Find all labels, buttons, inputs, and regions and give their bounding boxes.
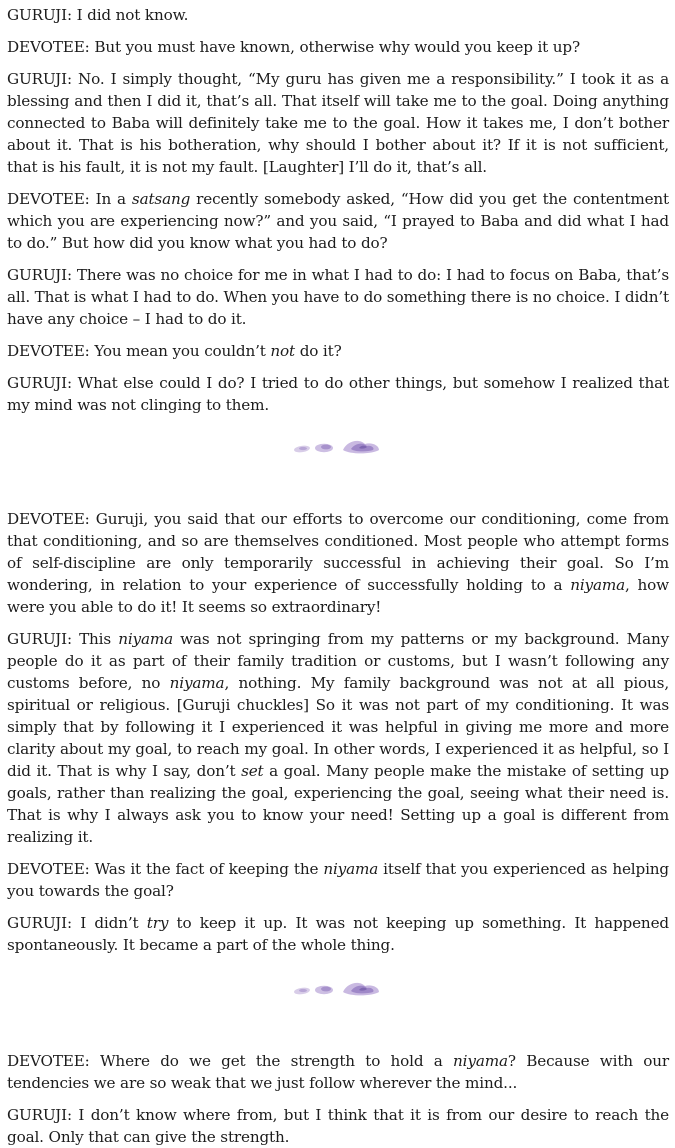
text-run: GURUJI: What else could I do? I tried to do other things, but somehow I realized that my mind was not clinging to them. — [7, 374, 669, 414]
italic-term: satsang — [131, 190, 191, 208]
text-run: DEVOTEE: In a — [7, 190, 132, 208]
dialogue-section-2 — [7, 508, 669, 956]
dialogue-paragraph — [7, 1050, 669, 1094]
flower-petals-icon — [293, 436, 383, 458]
italic-term: try — [146, 914, 169, 932]
dialogue-paragraph — [7, 372, 669, 416]
text-run: to keep it up. It was not keeping up something. It happened spontaneously. It became a part of the whole thing. — [7, 914, 669, 954]
text-run: DEVOTEE: Was it the fact of keeping the — [7, 860, 324, 878]
section-divider-2 — [7, 978, 669, 1000]
text-run: GURUJI: This — [7, 630, 119, 648]
section-divider-1 — [7, 436, 669, 458]
dialogue-paragraph — [7, 4, 669, 26]
italic-term: set — [241, 762, 264, 780]
italic-term: niyama — [570, 576, 626, 594]
dialogue-paragraph — [7, 508, 669, 618]
dialogue-section-1 — [7, 4, 669, 416]
dialogue-paragraph — [7, 264, 669, 330]
italic-term: niyama — [323, 860, 379, 878]
flower-petals-icon — [293, 978, 383, 1000]
text-run: DEVOTEE: You mean you couldn’t — [7, 342, 271, 360]
text-run: GURUJI: I didn’t — [7, 914, 147, 932]
text-run: do it? — [295, 342, 342, 360]
dialogue-paragraph — [7, 1104, 669, 1148]
dialogue-paragraph — [7, 628, 669, 848]
text-run: recently somebody asked, “How did you get the contentment which you are experiencing now?” and you said, “I prayed to Baba and did what I had to do.” But how did you know what you had to do? — [7, 190, 669, 252]
italic-term: niyama — [453, 1052, 508, 1070]
text-run: GURUJI: There was no choice for me in what I had to do: I had to focus on Baba, that’s all. That is what I had to do. When you have to do something there is no choice. I didn’t have any choice – I had to do it. — [7, 266, 669, 328]
dialogue-paragraph — [7, 68, 669, 178]
text-run: , nothing. My family background was not at all pious, spiritual or religious. [Guruji chuckles] So it was not part of my conditioning. It was simply that by following it I experienced it was helpful in giving me more and more clarity about my goal, to reach my goal. In other words, I experienced it as helpful, so I did it. That is why I say, don’t — [7, 674, 670, 780]
text-run: GURUJI: I don’t know where from, but I think that it is from our desire to reach the goal. Only that can give the strength. — [7, 1106, 669, 1146]
text-run: , how were you able to do it! It seems so extraordinary! — [7, 576, 669, 616]
text-run: was not springing from my patterns or my background. Many people do it as part of their family tradition or customs, but I wasn’t following any customs before, no — [7, 630, 669, 692]
dialogue-paragraph — [7, 340, 669, 362]
text-run: DEVOTEE: Where do we get the strength to hold a — [7, 1052, 454, 1070]
text-run: DEVOTEE: Guruji, you said that our efforts to overcome our conditioning, come from that conditioning, and so are themselves conditioned. Most people who attempt forms of self-discipline are only temporarily successful in achieving their goal. So I’m wondering, in relation to your experience of successfully holding to a — [7, 510, 669, 594]
italic-term: not — [270, 342, 296, 360]
text-run: GURUJI: No. I simply thought, “My guru has given me a responsibility.” I took it as a blessing and then I did it, that’s all. That itself will take me to the goal. Doing anything connected to Baba will definitely take me to the goal. How it takes me, I don’t bother about it. That is his botheration, why should I bother about it? If it is not sufficient, that is his fault, it is not my fault. [Laughter] I’ll do it, that’s all. — [7, 70, 669, 176]
italic-term: niyama — [169, 674, 225, 692]
text-run: a goal. Many people make the mistake of setting up goals, rather than realizing the goal, experiencing the goal, seeing what their need is. That is why I always ask you to know your need! Setting up a goal is different from realizing it. — [7, 762, 669, 846]
text-run: itself that you experienced as helping you towards the goal? — [7, 860, 669, 900]
text-run: DEVOTEE: But you must have known, otherwise why would you keep it up? — [7, 38, 580, 56]
dialogue-paragraph — [7, 912, 669, 956]
dialogue-section-3 — [7, 1050, 669, 1148]
dialogue-paragraph — [7, 858, 669, 902]
italic-term: niyama — [118, 630, 174, 648]
dialogue-paragraph — [7, 36, 669, 58]
text-run: GURUJI: I did not know. — [7, 6, 189, 24]
dialogue-paragraph — [7, 188, 669, 254]
text-run: ? Because with our tendencies we are so weak that we just follow wherever the mind... — [7, 1052, 670, 1092]
